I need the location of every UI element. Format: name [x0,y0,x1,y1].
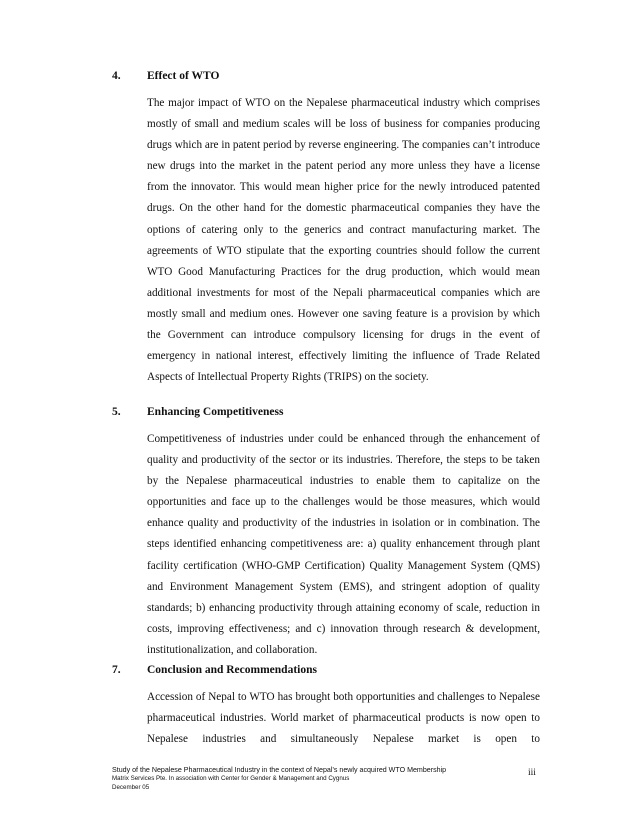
footer-study-title: Study of the Nepalese Pharmaceutical Industry in the context of Nepal’s newly acquired WTO Membership [112,766,447,774]
footer-organisations: Matrix Services Pte. In association with Center for Gender & Management and Cygnus [112,775,350,782]
section-4-paragraph: The major impact of WTO on the Nepalese pharmaceutical industry which comprises mostly of small and medium scales will be loss of business for companies producing drugs which are in patent period by reverse engineering. The companies can’t introduce new drugs into the market in the patent period any more unless they have a license from the innovator. This would mean higher price for the newly introduced patented drugs. On the other hand for the domestic pharmaceutical companies they have the options of catering only to the generics and contract manufacturing market. The agreements of WTO stipulate that the exporting countries should follow the current WTO Good Manufacturing Practices for the drug production, which would mean additional investments for most of the Nepali pharmaceutical companies which are mostly small and medium ones. However one saving feature is a provision by which the Government can introduce compulsory licensing for drugs in the event of emergency in national interest, effectively limiting the influence of Trade Related Aspects of Intellectual Property Rights (TRIPS) on the society. [147,97,540,384]
section-7-title: Conclusion and Recommendations [147,664,317,676]
section-5-title: Enhancing Competitiveness [147,406,284,418]
section-4-number: 4. [112,70,121,82]
section-7-number: 7. [112,664,121,676]
section-7-paragraph: Accession of Nepal to WTO has brought both opportunities and challenges to Nepalese pharmaceutical industries. World market of pharmaceutical products is now open to Nepalese industries and simultaneously Nepalese market is open to [147,691,540,746]
section-5-number: 5. [112,406,121,418]
section-5-paragraph: Competitiveness of industries under could be enhanced through the enhancement of quality and productivity of the sector or its industries. Therefore, the steps to be taken by the Nepalese pharmaceutical industries to enable them to capitalize on the opportunities and face up to the challenges would be those measures, which would enhance quality and productivity of the industries in isolation or in combination. The steps identified enhancing competitiveness are: a) quality enhancement through plant facility certification (WHO-GMP Certification) Quality Management System (QMS) and Environment Management System (EMS), and stringent adoption of quality standards; b) enhancing productivity through attaining economy of scale, reduction in costs, improving effectiveness; and c) innovation through research & development, institutionalization, and collaboration. [147,433,540,656]
footer-date: December 05 [112,784,150,791]
page-number: iii [528,768,536,778]
section-4-title: Effect of WTO [147,70,220,82]
